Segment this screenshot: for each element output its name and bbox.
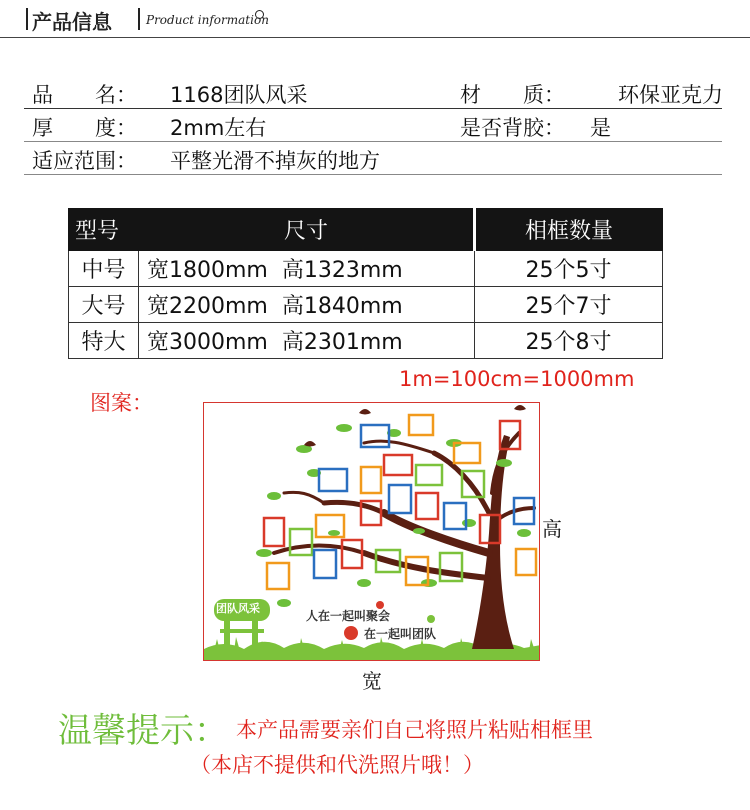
model-cell: 中号 [69,251,139,287]
name-label: 品 名： [32,83,137,107]
column-header: 相框数量 [475,209,663,251]
table-row [69,323,663,359]
header-bar [138,8,140,30]
slogan-line-1: 人在一起叫聚会 [306,609,391,623]
table-header-row [69,209,663,251]
sign-text: 团队风采 [216,602,260,615]
material-label: 材 质： [460,83,565,107]
model-cell: 特大 [69,323,139,359]
slogan-line-2: 在一起叫团队 [364,627,437,641]
model-cell: 大号 [69,287,139,323]
frame-count-cell: 25个5寸 [475,251,663,287]
dimension-cell: 宽2200mm 高1840mm [139,287,475,323]
info-row-thickness [24,109,722,142]
tip-title: 温馨提示： [58,711,228,751]
adhesive-value: 是 [590,116,611,140]
scope-value: 平整光滑不掉灰的地方 [170,149,380,173]
material-value: 环保亚克力 [618,83,723,107]
header-title: 产品信息 [32,10,112,34]
frame-count-cell: 25个8寸 [475,323,663,359]
pattern-label: 图案： [90,391,153,415]
info-row-name [24,76,722,109]
dimension-cell: 宽1800mm 高1323mm [139,251,475,287]
tip-text: 本产品需要亲们自己将照片粘贴相框里 [236,718,593,742]
size-table [68,208,663,359]
adhesive-label: 是否背胶： [460,116,565,140]
header-subtitle: Product information [146,13,269,27]
column-header: 尺寸 [139,209,475,251]
unit-conversion: 1m=100cm=1000mm [399,367,635,391]
frame-count-cell: 25个7寸 [475,287,663,323]
table-row [69,287,663,323]
table-row [69,251,663,287]
height-dimension-label: 高 [542,517,562,541]
scope-label: 适应范围： [32,149,137,173]
dimension-cell: 宽3000mm 高2301mm [139,323,475,359]
circle-icon [255,10,264,19]
column-header: 型号 [69,209,139,251]
info-row-scope [24,142,722,175]
width-dimension-label: 宽 [362,669,382,693]
section-header [0,0,750,38]
tree-photo-frame-illustration [203,402,540,661]
header-bar [26,8,28,30]
name-value: 1168团队风采 [170,83,308,107]
thickness-value: 2mm左右 [170,116,267,140]
thickness-label: 厚 度： [32,116,137,140]
tip-note: （本店不提供和代洗照片哦！） [190,753,484,777]
